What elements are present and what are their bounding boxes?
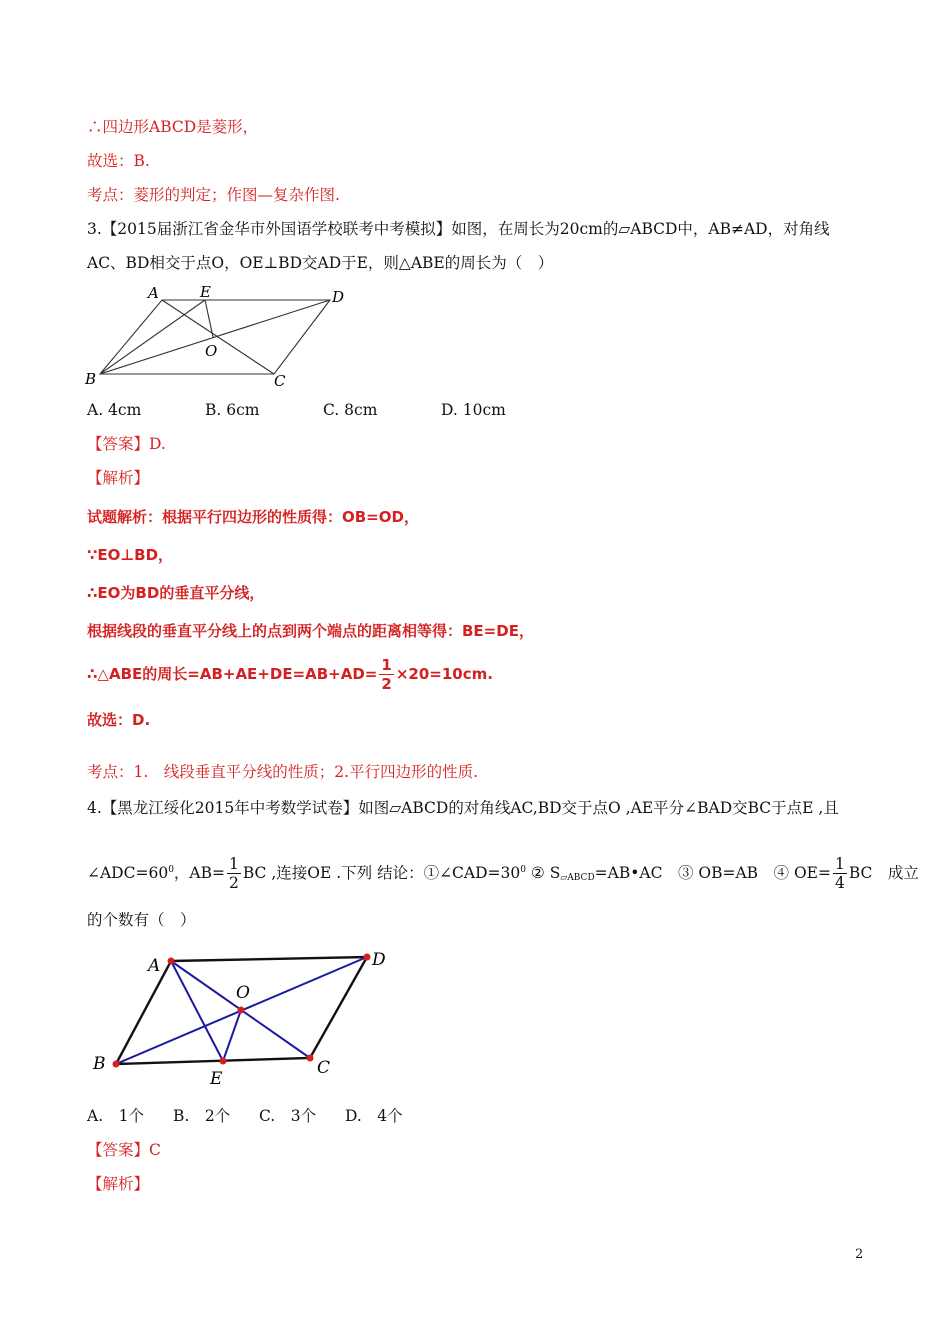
- label-E: E: [210, 1069, 223, 1089]
- text-line: ∴四边形ABCD是菱形，: [87, 118, 259, 136]
- label-A: A: [148, 956, 161, 976]
- choice-b: B. 2个: [173, 1107, 231, 1125]
- question-4-choices: [87, 1105, 403, 1127]
- answer-label: 【答案】C: [87, 1141, 161, 1159]
- choice-d: D. 4个: [345, 1107, 403, 1125]
- fraction: $\frac{1}{2}$: [381, 655, 392, 693]
- analysis-label: 【解析】: [87, 1175, 150, 1193]
- choice-c: C. 8cm: [323, 401, 378, 419]
- solution-line: ∴EO为BD的垂直平分线，: [87, 584, 265, 602]
- figure-parallelogram-1: [80, 282, 360, 392]
- choice-a: A. 1个: [87, 1107, 144, 1125]
- label-C: C: [317, 1058, 331, 1078]
- knowledge-point: 考点：1. 线段垂直平分线的性质；2.平行四边形的性质.: [87, 763, 479, 781]
- analysis-label: 【解析】: [87, 469, 150, 487]
- label-D: D: [372, 950, 386, 970]
- question-3-line-1: 3.【2015届浙江省金华市外国语学校联考中考模拟】如图，在周长为20cm的▱ABCD中，AB≠AD，对角线: [87, 220, 830, 238]
- text-line: 故选：B.: [87, 152, 150, 170]
- fraction: $\frac{1}{4}$: [834, 854, 845, 892]
- figure-parallelogram-2: [88, 945, 398, 1090]
- choice-c: C. 3个: [259, 1107, 317, 1125]
- question-3-line-2: AC、BD相交于点O，OE⊥BD交AD于E，则△ABE的周长为（ ）: [87, 254, 554, 272]
- label-E: E: [200, 283, 211, 301]
- solution-line: 根据线段的垂直平分线上的点到两个端点的距离相等得：BE=DE，: [87, 622, 534, 640]
- question-4-line-1: 4.【黑龙江绥化2015年中考数学试卷】如图▱ABCD的对角线AC,BD交于点O ,AE平分∠BAD交BC于点E ,且: [87, 799, 839, 817]
- solution-text: ×20=10cm.: [395, 665, 493, 683]
- choice-a: A. 4cm: [87, 401, 142, 419]
- solution-text: ∴△ABE的周长=AB+AE+DE=AB+AD=: [87, 665, 378, 683]
- label-O: O: [236, 983, 250, 1003]
- question-4-line-2: $\angle ADC=60^0$，AB= $\frac{1}{2}$ BC ,连接OE .下列 结论：$①\angle CAD=30^0$ ② $S_{▱ABCD}=AB•AC$ ③ OB=AB ④ OE= $\frac{1}{4}$ BC 成立: [87, 854, 919, 892]
- label-D: D: [332, 288, 345, 306]
- choice-b: B. 6cm: [205, 401, 260, 419]
- label-B: B: [85, 370, 97, 388]
- solution-line: ∵EO⊥BD，: [87, 546, 174, 564]
- answer-label: 【答案】D.: [87, 435, 166, 453]
- solution-line: [87, 654, 493, 694]
- question-3-choices: [87, 399, 506, 421]
- solution-line: 故选：D.: [87, 711, 151, 729]
- page-number: 2: [855, 1247, 864, 1262]
- fraction: $\frac{1}{2}$: [229, 854, 239, 892]
- label-B: B: [93, 1054, 106, 1074]
- text-line: 考点：菱形的判定；作图—复杂作图.: [87, 186, 340, 204]
- choice-d: D. 10cm: [441, 401, 506, 419]
- label-O: O: [205, 342, 218, 360]
- question-4-line-3: 的个数有（ ）: [87, 911, 196, 929]
- label-A: A: [148, 284, 159, 302]
- label-C: C: [274, 372, 286, 390]
- solution-line: 试题解析：根据平行四边形的性质得：OB=OD，: [87, 508, 419, 526]
